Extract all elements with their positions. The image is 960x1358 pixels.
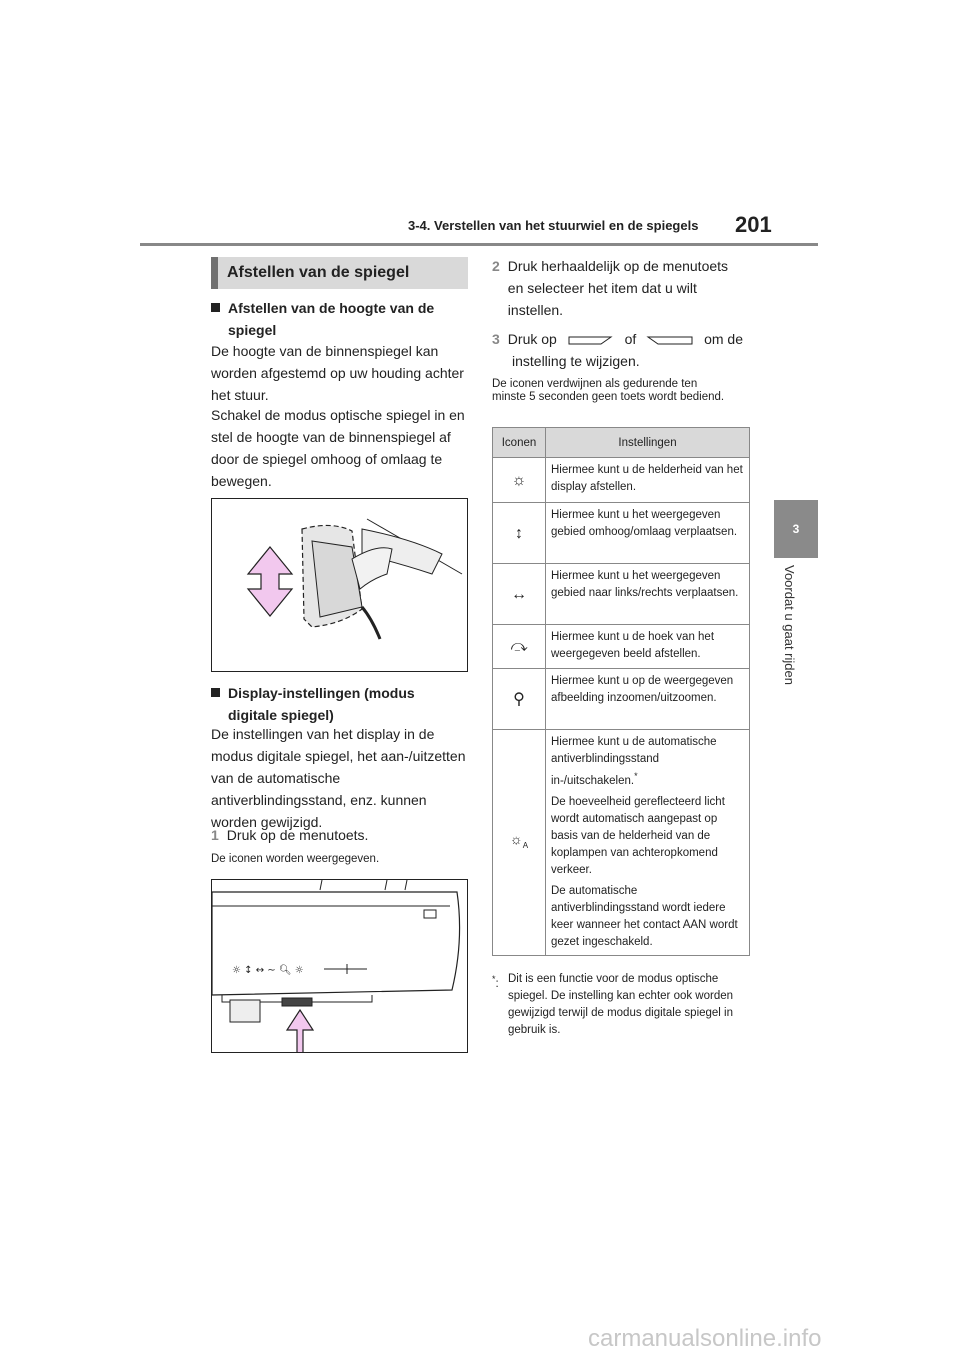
table-cell (546, 730, 750, 956)
footnote-marker: *: (492, 974, 499, 990)
subheading-text: Display-instellingen (modus digitale spiegel) (228, 685, 415, 723)
brightness-icon: ☼ (511, 471, 527, 489)
table-cell: Hiermee kunt u het weergegeven gebied omhoog/omlaag verplaatsen. (546, 503, 750, 564)
subheading-text: Afstellen van de hoogte van de spiegel (228, 300, 435, 338)
table-row (493, 564, 750, 625)
mirror-height-illustration (212, 499, 467, 671)
table-cell: Hiermee kunt u op de weergegeven afbeelding inzoomen/uitzoomen. (546, 669, 750, 730)
step-text: of (624, 331, 637, 347)
chapter-title-vertical: Voordat u gaat rijden (782, 565, 797, 685)
paragraph-height-instruction: Schakel de modus optische spiegel in en stel de hoogte van de binnenspiegel af door de spiegel omhoog of omlaag te bewegen. (211, 407, 465, 489)
subheading-height (211, 297, 471, 341)
note-icons-shown: De iconen worden weergegeven. (211, 853, 380, 865)
cell-paragraph: De automatische antiverblindingsstand wordt iedere keer wanneer het contact AAN wordt gezet ingeschakeld. (551, 884, 738, 948)
step-number: 3 (492, 331, 500, 347)
step-text: Druk op (507, 331, 557, 347)
table-row (493, 730, 750, 956)
table-cell: Hiermee kunt u het weergegeven gebied naar links/rechts verplaatsen. (546, 564, 750, 625)
step-text: instelling te wijzigen. (512, 353, 640, 369)
digital-mirror-illustration (212, 880, 467, 1052)
page-number: 201 (735, 212, 772, 237)
paragraph-display-settings: De instellingen van het display in de modus digitale spiegel, het aan-/uitzetten van de automatische antiverblindingsstand, enz. kunnen worden gewijzigd. (211, 726, 466, 830)
watermark: carmanualsonline.info (588, 1325, 822, 1352)
table-row (493, 503, 750, 564)
bullet-square (211, 303, 220, 312)
running-header: 3-4. Verstellen van het stuurwiel en de spiegels (408, 218, 699, 233)
table-row (493, 669, 750, 730)
decrease-button-icon (567, 334, 615, 346)
footnote (492, 971, 750, 1039)
table-cell: Hiermee kunt u de hoek van het weergegeven beeld afstellen. (546, 625, 750, 669)
vertical-arrows-icon: ↕ (515, 524, 523, 542)
settings-table (492, 427, 750, 956)
horizontal-arrows-icon: ↔ (511, 585, 527, 603)
step-text: Druk herhaaldelijk op de menutoets en selecteer het item dat u wilt instellen. (507, 258, 729, 318)
cell-text: Hiermee kunt u de automatische antiverblindingsstand in-/uitschakelen. (551, 736, 717, 787)
header-rule (140, 243, 818, 246)
cell-paragraph (551, 734, 744, 790)
footnote-mark: * (492, 974, 496, 984)
tilt-icon: ⤼ (510, 638, 528, 655)
figure-mirror-height (211, 498, 468, 672)
chapter-tab: 3 (774, 500, 818, 558)
zoom-icon: ⚲ (513, 690, 525, 708)
step-text: Druk op de menutoets. (226, 827, 369, 843)
step-2 (492, 255, 750, 321)
auto-antiglare-icon: $☼_A$ (509, 831, 529, 850)
footnote-text: Dit is een functie voor de modus optische spiegel. De instelling kan echter ook worden gewijzigd terwijl de modus digitale spiegel in gebruik is. (508, 973, 734, 1036)
section-heading: Afstellen van de spiegel (211, 257, 468, 289)
step-text: om de (704, 331, 743, 347)
footnote-ref: * (634, 771, 638, 781)
figure-digital-mirror-menu (211, 879, 468, 1053)
table-row (493, 625, 750, 669)
cell-paragraph: De hoeveelheid gereflecteerd licht wordt automatisch aangepast op basis van de helderheid van de koplampen van achteropkomend verkeer. (551, 795, 725, 876)
paragraph-height-intro: De hoogte van de binnenspiegel kan worden afgestemd op uw houding achter het stuur. (211, 343, 464, 403)
step-number: 1 (211, 827, 219, 843)
table-row (493, 458, 750, 503)
increase-button-icon (646, 334, 694, 346)
subheading-display (211, 682, 471, 726)
step-number: 2 (492, 258, 500, 274)
note-icons-disappear: De iconen verdwijnen als gedurende ten minste 5 seconden geen toets wordt bediend. (492, 378, 725, 403)
table-header-icons: Iconen (493, 428, 546, 458)
table-header-settings: Instellingen (546, 428, 750, 458)
table-cell: Hiermee kunt u de helderheid van het display afstellen. (546, 458, 750, 503)
bullet-square (211, 688, 220, 697)
svg-text:☼ ↕ ↔ ∼ 🔍︎ ☼: ☼ ↕ ↔ ∼ 🔍︎ ☼ (232, 965, 304, 976)
step-3 (492, 328, 750, 372)
step-1 (211, 824, 469, 846)
